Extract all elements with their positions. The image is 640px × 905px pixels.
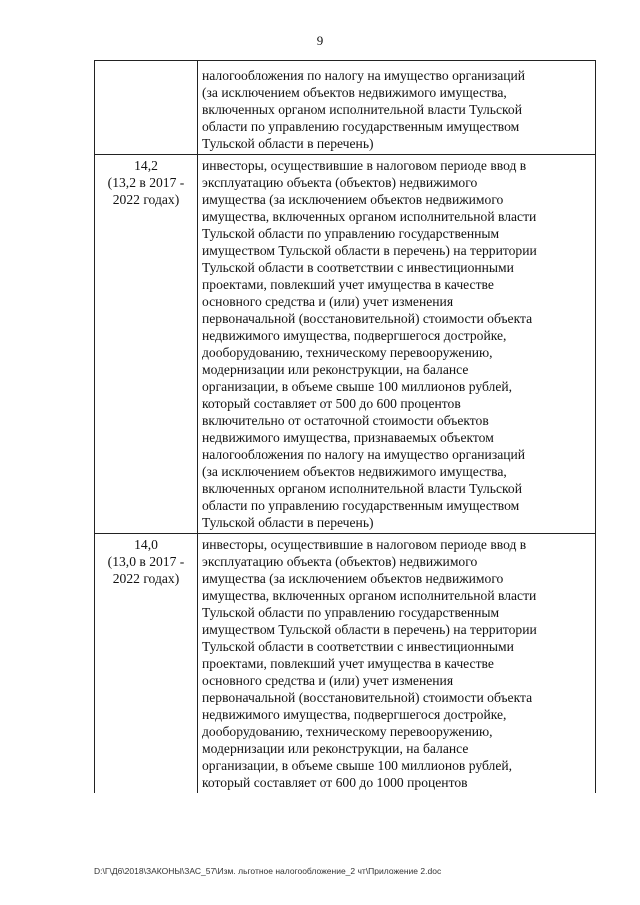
text-line: имуществом Тульской области в перечень) на территории [202, 622, 537, 637]
text-line: области по управлению государственным имуществом [202, 498, 520, 513]
text-line: (за исключением объектов недвижимого имущества, [202, 464, 507, 479]
table-row [95, 61, 596, 155]
text-line: модернизации или реконструкции, на балансе [202, 741, 469, 756]
text-line: имущества, включенных органом исполнительной власти [202, 209, 537, 224]
text-line: дооборудованию, техническому перевооружению, [202, 345, 493, 360]
text-line: (за исключением объектов недвижимого имущества, [202, 85, 507, 100]
text-line: Тульской области по управлению государственным [202, 226, 500, 241]
text-line: имущества (за исключением объектов недвижимого [202, 192, 504, 207]
text-line: Тульской области в перечень) [202, 136, 374, 151]
text-line: налогообложения по налогу на имущество организаций [202, 68, 526, 83]
rate-cell [95, 61, 198, 155]
rate-note: 2022 годах) [112, 192, 180, 207]
file-path-footer: D:\Г\Д6\2018\ЗАКОНЫ\ЗАС_57\Изм. льготное налогообложение_2 чт\Приложение 2.doc [94, 866, 442, 876]
text-line: эксплуатацию объекта (объектов) недвижимого [202, 175, 478, 190]
text-line: включенных органом исполнительной власти Тульской [202, 481, 522, 496]
text-line: первоначальной (восстановительной) стоимости объекта [202, 690, 533, 705]
text-line: Тульской области по управлению государственным [202, 605, 500, 620]
rate-note: (13,0 в 2017 - [107, 554, 185, 569]
text-line: Тульской области в перечень) [202, 515, 374, 530]
text-line: области по управлению государственным имуществом [202, 119, 520, 134]
text-line: имущества, включенных органом исполнительной власти [202, 588, 537, 603]
text-line: имуществом Тульской области в перечень) на территории [202, 243, 537, 258]
rate-cell [95, 155, 198, 534]
text-line: который составляет от 600 до 1000 процентов [202, 775, 468, 790]
rate-cell [95, 534, 198, 794]
text-line: включенных органом исполнительной власти Тульской [202, 102, 522, 117]
rate-note: (13,2 в 2017 - [107, 175, 185, 190]
table-row [95, 534, 596, 794]
text-line: организации, в объеме свыше 100 миллионов рублей, [202, 758, 513, 773]
text-line: Тульской области в соответствии с инвестиционными [202, 260, 514, 275]
text-line: включительно от остаточной стоимости объектов [202, 413, 489, 428]
description-cell [198, 155, 596, 534]
text-line: имущества (за исключением объектов недвижимого [202, 571, 504, 586]
text-line: который составляет от 500 до 600 процентов [202, 396, 461, 411]
text-line: налогообложения по налогу на имущество организаций [202, 447, 526, 462]
description-cell [198, 534, 596, 794]
text-line: основного средства и (или) учет изменения [202, 294, 454, 309]
rate-note: 2022 годах) [112, 571, 180, 586]
text-line: недвижимого имущества, подвергшегося достройке, [202, 707, 507, 722]
text-line: инвесторы, осуществившие в налоговом периоде ввод в [202, 158, 527, 173]
rate-value: 14,2 [134, 158, 158, 173]
page-number: 9 [316, 33, 324, 48]
text-line: проектами, повлекший учет имущества в качестве [202, 277, 494, 292]
text-line: модернизации или реконструкции, на балансе [202, 362, 469, 377]
description-cell [198, 61, 596, 155]
table-row [95, 155, 596, 534]
text-line: первоначальной (восстановительной) стоимости объекта [202, 311, 533, 326]
text-line: основного средства и (или) учет изменения [202, 673, 454, 688]
text-line: Тульской области в соответствии с инвестиционными [202, 639, 514, 654]
text-line: эксплуатацию объекта (объектов) недвижимого [202, 554, 478, 569]
tax-rate-table [94, 60, 596, 793]
text-line: организации, в объеме свыше 100 миллионов рублей, [202, 379, 513, 394]
text-line: проектами, повлекший учет имущества в качестве [202, 656, 494, 671]
text-line: недвижимого имущества, признаваемых объектом [202, 430, 494, 445]
text-line: недвижимого имущества, подвергшегося достройке, [202, 328, 507, 343]
text-line: дооборудованию, техническому перевооружению, [202, 724, 493, 739]
rate-value: 14,0 [134, 537, 158, 552]
text-line: инвесторы, осуществившие в налоговом периоде ввод в [202, 537, 527, 552]
